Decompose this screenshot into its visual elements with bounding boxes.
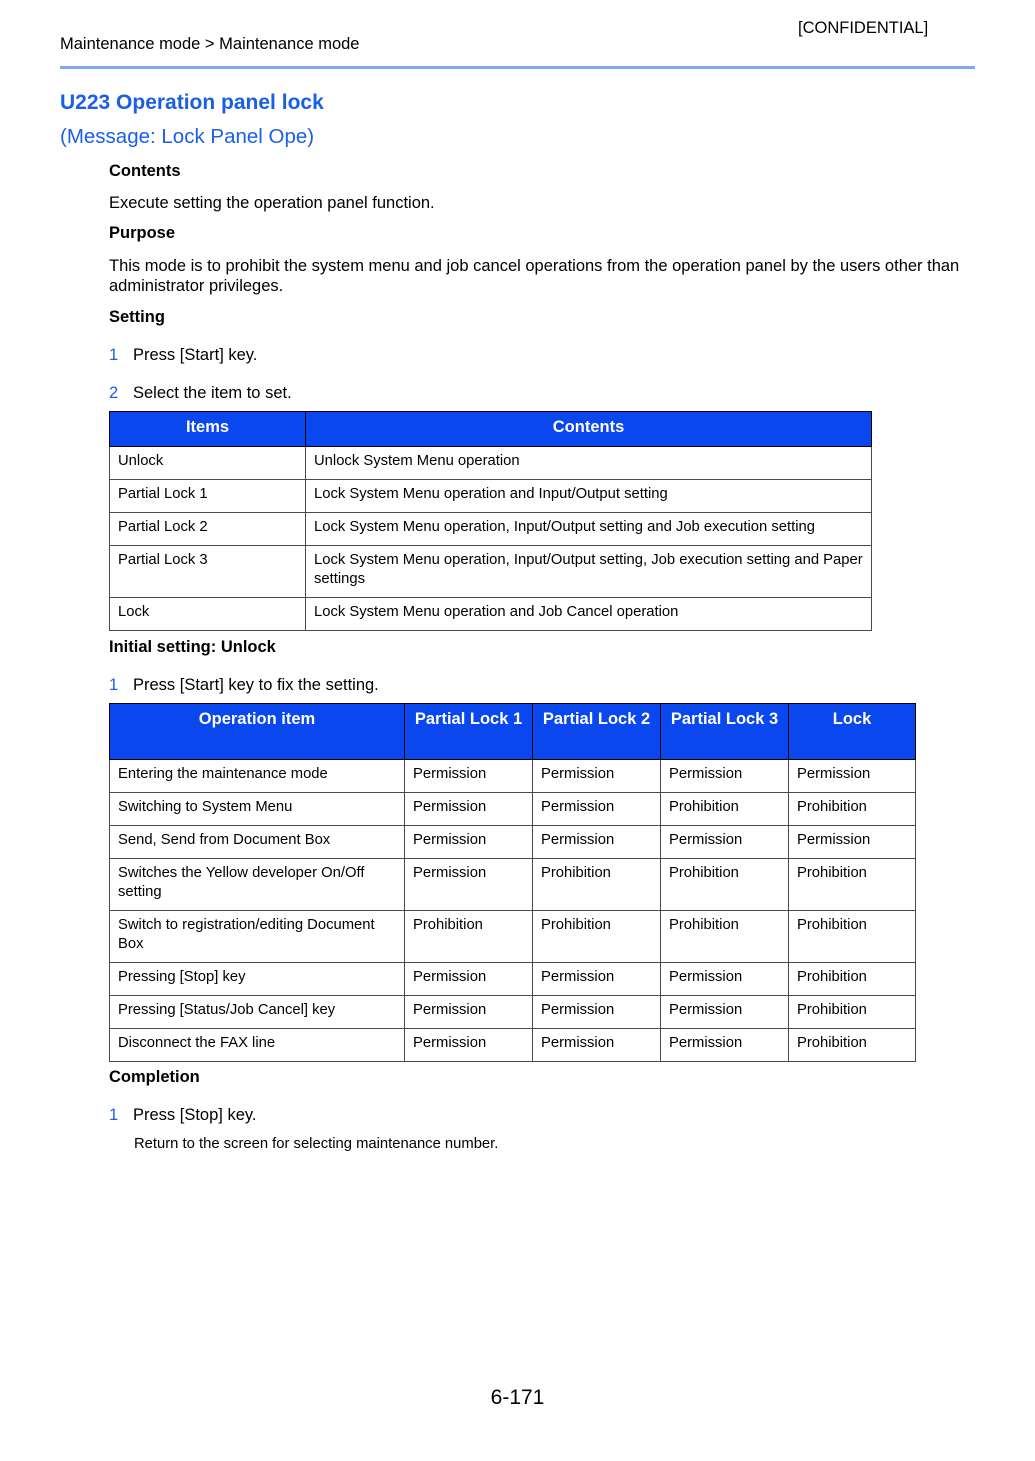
table-cell: Lock xyxy=(110,598,306,631)
table-cell: Unlock xyxy=(110,447,306,480)
table-cell: Permission xyxy=(533,760,661,793)
table-cell: Permission xyxy=(405,996,533,1029)
table-cell: Partial Lock 1 xyxy=(110,480,306,513)
column-header: Operation item xyxy=(110,704,405,760)
table-row xyxy=(110,513,872,546)
fix-step xyxy=(109,676,379,695)
column-header: Partial Lock 3 xyxy=(661,704,789,760)
step-text: Select the item to set. xyxy=(133,384,292,402)
table-cell: Switches the Yellow developer On/Off setting xyxy=(110,859,405,911)
table-cell: Permission xyxy=(533,996,661,1029)
table-cell: Permission xyxy=(405,793,533,826)
items-table xyxy=(109,411,872,631)
column-header: Items xyxy=(110,412,306,447)
table-cell: Disconnect the FAX line xyxy=(110,1029,405,1062)
table-cell: Entering the maintenance mode xyxy=(110,760,405,793)
table-row xyxy=(110,911,916,963)
table-cell: Unlock System Menu operation xyxy=(306,447,872,480)
step-number: 1 xyxy=(109,676,119,694)
table-cell: Permission xyxy=(405,760,533,793)
table-cell: Permission xyxy=(661,760,789,793)
table-row xyxy=(110,546,872,598)
breadcrumb: Maintenance mode > Maintenance mode xyxy=(60,35,360,53)
step-text: Press [Stop] key. xyxy=(133,1106,257,1124)
table-cell: Prohibition xyxy=(533,859,661,911)
table-row xyxy=(110,826,916,859)
table-cell: Send, Send from Document Box xyxy=(110,826,405,859)
confidential-label: [CONFIDENTIAL] xyxy=(798,19,929,37)
completion-step xyxy=(109,1106,257,1125)
table-cell: Prohibition xyxy=(533,911,661,963)
table-cell: Lock System Menu operation and Job Cancel operation xyxy=(306,598,872,631)
table-cell: Lock System Menu operation, Input/Output setting and Job execution setting xyxy=(306,513,872,546)
table-cell: Partial Lock 3 xyxy=(110,546,306,598)
table-row xyxy=(110,480,872,513)
table-cell: Permission xyxy=(533,826,661,859)
table-cell: Prohibition xyxy=(789,1029,916,1062)
contents-text: Execute setting the operation panel function. xyxy=(109,194,435,212)
table-cell: Pressing [Stop] key xyxy=(110,963,405,996)
table-row xyxy=(110,447,872,480)
table-cell: Switching to System Menu xyxy=(110,793,405,826)
column-header: Partial Lock 1 xyxy=(405,704,533,760)
step-number: 1 xyxy=(109,346,119,364)
table-cell: Prohibition xyxy=(661,793,789,826)
table-cell: Prohibition xyxy=(661,859,789,911)
table-cell: Permission xyxy=(533,963,661,996)
table-cell: Lock System Menu operation and Input/Output setting xyxy=(306,480,872,513)
table-cell: Permission xyxy=(661,1029,789,1062)
page-number: 6-171 xyxy=(490,1386,545,1409)
table-cell: Permission xyxy=(405,1029,533,1062)
table-cell: Prohibition xyxy=(661,911,789,963)
table-row xyxy=(110,760,916,793)
purpose-text: This mode is to prohibit the system menu and job cancel operations from the operation panel by the users other than administrator privileges. xyxy=(109,257,960,295)
table-row xyxy=(110,1029,916,1062)
step-text: Press [Start] key to fix the setting. xyxy=(133,676,379,694)
table-row xyxy=(110,859,916,911)
table-cell: Permission xyxy=(405,826,533,859)
table-cell: Permission xyxy=(405,963,533,996)
table-cell: Permission xyxy=(789,760,916,793)
table-cell: Partial Lock 2 xyxy=(110,513,306,546)
table-cell: Prohibition xyxy=(789,963,916,996)
purpose-heading: Purpose xyxy=(109,224,176,242)
operations-table xyxy=(109,703,916,1062)
completion-note: Return to the screen for selecting maintenance number. xyxy=(134,1136,499,1152)
table-cell: Lock System Menu operation, Input/Output setting, Job execution setting and Paper settings xyxy=(306,546,872,598)
table-cell: Permission xyxy=(533,1029,661,1062)
table-cell: Permission xyxy=(661,996,789,1029)
table-header-row xyxy=(110,412,872,447)
setting-heading: Setting xyxy=(109,308,165,326)
table-cell: Prohibition xyxy=(789,996,916,1029)
table-cell: Prohibition xyxy=(789,911,916,963)
table-cell: Switch to registration/editing Document Box xyxy=(110,911,405,963)
step-number: 2 xyxy=(109,384,119,402)
table-cell: Permission xyxy=(789,826,916,859)
column-header: Lock xyxy=(789,704,916,760)
table-cell: Prohibition xyxy=(789,793,916,826)
table-row xyxy=(110,963,916,996)
table-cell: Permission xyxy=(661,826,789,859)
header-divider xyxy=(60,66,975,69)
table-cell: Permission xyxy=(405,859,533,911)
table-row xyxy=(110,793,916,826)
table-row xyxy=(110,996,916,1029)
table-cell: Pressing [Status/Job Cancel] key xyxy=(110,996,405,1029)
table-cell: Prohibition xyxy=(405,911,533,963)
column-header: Contents xyxy=(306,412,872,447)
column-header: Partial Lock 2 xyxy=(533,704,661,760)
table-row xyxy=(110,598,872,631)
table-cell: Permission xyxy=(661,963,789,996)
completion-heading: Completion xyxy=(109,1068,200,1086)
page-title: U223 Operation panel lock xyxy=(60,91,324,114)
step-text: Press [Start] key. xyxy=(133,346,258,364)
contents-heading: Contents xyxy=(109,162,181,180)
table-cell: Prohibition xyxy=(789,859,916,911)
initial-setting: Initial setting: Unlock xyxy=(109,638,276,656)
setting-step-2 xyxy=(109,384,292,403)
table-cell: Permission xyxy=(533,793,661,826)
table-header-row xyxy=(110,704,916,760)
setting-step-1 xyxy=(109,346,257,365)
page-subtitle: (Message: Lock Panel Ope) xyxy=(60,125,315,148)
step-number: 1 xyxy=(109,1106,119,1124)
